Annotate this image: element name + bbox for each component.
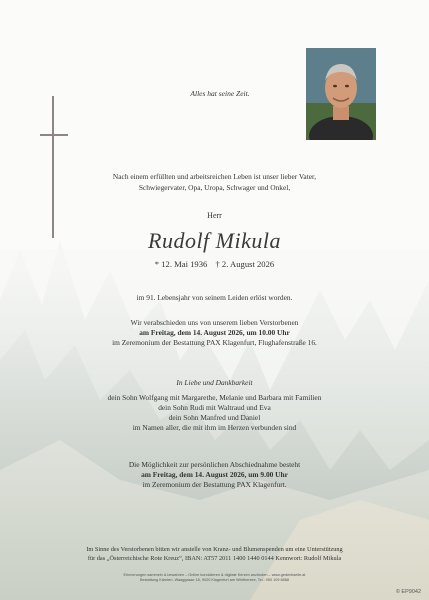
mourner-line-1: dein Sohn Wolfgang mit Margarethe, Melanie und Barbara mit Familien (107, 393, 322, 402)
donation-line-2: für das „Österreichische Rote Kreuz“, IBAN: AT57 2011 1400 1440 0144 Kennwort: Rudolf Mikula (87, 554, 342, 562)
footer-info (0, 573, 429, 583)
donation-line-1: Im Sinne des Verstorbenen bitten wir anstelle von Kranz- und Blumenspenden um eine Unterstützung (86, 546, 343, 553)
mourner-line-3: dein Sohn Manfred und Daniel (168, 413, 261, 422)
footer-line-2: Bestattung Kärnten, Waaggasse 18, 9020 Klagenfurt am Wörthersee, Tel.: 050 109 8888 (139, 578, 290, 582)
birth-date: * 12. Mai 1936 (154, 259, 208, 269)
viewing-date: am Freitag, dem 14. August 2026, um 9.00 Uhr (141, 470, 288, 479)
mourners-block (0, 378, 429, 423)
viewing-location: im Zeremonium der Bestattung PAX Klagenfurt. (142, 480, 287, 489)
mourners-closing: im Namen aller, die mit ihm im Herzen verbunden sind (132, 423, 297, 432)
footer-line-1: Erinnerungen sammeln & bewahren – Online kondolieren & digitale Kerzen anzünden – www.gedenkseite.at (123, 573, 306, 577)
mourner-line-2: dein Sohn Rudi mit Waltraud und Eva (158, 403, 271, 412)
death-date: † 2. August 2026 (215, 259, 275, 269)
farewell-line-1: Wir verabschieden uns von unserem lieben Verstorbenen (130, 318, 299, 327)
mourners-heading: In Liebe und Dankbarkeit (176, 378, 253, 387)
farewell-date: am Freitag, dem 14. August 2026, um 10.00 Uhr (139, 328, 290, 337)
donation-note (0, 546, 429, 563)
portrait-photo (306, 48, 376, 140)
deceased-name: Rudolf Mikula (148, 228, 281, 253)
farewell-block (0, 318, 429, 348)
motto: Alles hat seine Zeit. (190, 89, 250, 98)
life-dates (0, 259, 429, 269)
viewing-line-1: Die Möglichkeit zur persönlichen Abschiednahme besteht (128, 460, 301, 469)
reference-badge: © EP9042 (395, 589, 421, 595)
farewell-location: im Zeremonium der Bestattung PAX Klagenfurt, Flughafenstraße 16. (112, 338, 317, 347)
viewing-block (0, 460, 429, 490)
age-line: im 91. Lebensjahr von seinem Leiden erlöst worden. (136, 293, 293, 302)
intro-line-2: Schwiegervater, Opa, Uropa, Schwager und Onkel, (138, 182, 291, 192)
intro-text (0, 172, 429, 193)
intro-line-1: Nach einem erfüllten und arbeitsreichen Leben ist unser lieber Vater, (112, 172, 317, 181)
salutation: Herr (207, 211, 222, 220)
